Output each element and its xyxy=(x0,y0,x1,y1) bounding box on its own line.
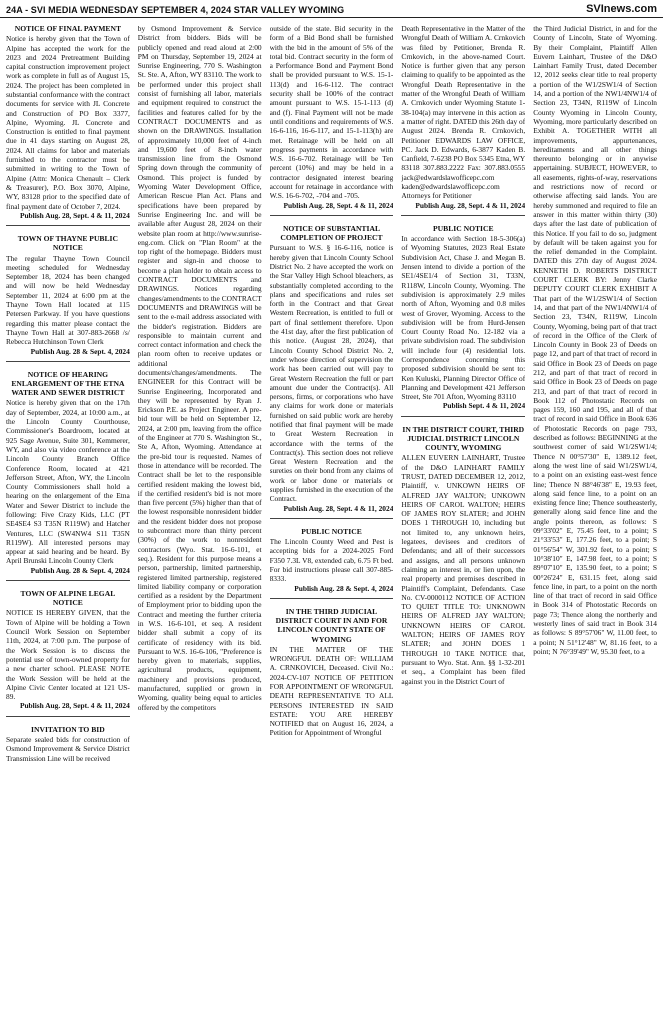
notice-heading: NOTICE OF SUBSTANTIAL COMPLETION OF PROJECT xyxy=(280,223,383,243)
notice-body: Death Representative in the Matter of the Wrongful Death of William A. Crnkovich was filed by Petitioner, Brenda R. Crnkovich, in the above-named Court. Notice is further given that any person claiming to qualify to be appointed as the Wrongful Death Representative in the matter of the Wrongful Death of William A. Crnkovich under Wyoming Statute 1-38-104(a) may intervene in this action as a matter of right. DATED this 26th day of August 2024. Brenda R. Crnkovich, Petitioner EDWARDS LAW OFFICE, PC. Jack D. Edwards, 6-3877 Kaden B. Canfield, 7-6238 PO Box 5345 Etna, WY 83118 307.883.2222 Fax: 307.883.0555 jack@edwardslawofficepc.com kaden@edwardslawofficepc.com Attorneys for Petitioner xyxy=(401,24,526,201)
notice-heading: INVITATION TO BID xyxy=(31,724,105,734)
notice-body: ALLEN EUVERN LAINHART, Trustee of the D&O LAINHART FAMILY TRUST, DATED DECEMBER 12, 2012, Plaintiff, v. UNKOWN HEIRS OF ALFRED JAY WALTON; UNKOWN HEIRS OF CAROL WALTON; HEIRS OF JAMES ROY SLATER; and JOHN DOES 1 THROUGH 10, including but not limited to, any unknown heirs, legatees, devisees and creditors of Defendants; and all of their successors and assigns, and all persons unknown claiming an interest in, or lien upon, the real property and premises described in Plaintiff's Complaint, Defendants. Case No. CV-0000112 NOTICE OF ACTION TO QUIET TITLE TO: UNKNOWN HEIRS OF ALFRED JAY WALTON; UNKNOWN HEIRS OF CAROL WALTON; HEIRS OF JAMES ROY SLATER; and JOHN DOES 1 THROUGH 10 TAKE NOTICE that, pursuant to Wyo. Stat. Ann. §§ 1-32-201 et seq., a Complaint has been filed against you in the District Court of xyxy=(401,453,526,686)
column-4 xyxy=(401,24,525,1022)
notice-heading: PUBLIC NOTICE xyxy=(433,223,494,233)
column-1 xyxy=(6,24,130,1022)
notice-heading: IN THE DISTRICT COURT, THIRD JUDICIAL DISTRICT LINCOLN COUNTY, WYOMING xyxy=(402,424,525,453)
notice-divider xyxy=(270,215,394,216)
notice-body: IN THE MATTER OF THE WRONGFUL DEATH OF: WILLIAM A. CRNKOVICH, Deceased. Civil No.: 2024-CV-107 NOTICE OF PETITION FOR APPOINTMENT OF WRONGFUL DEATH REPRESENTATIVE TO ALL PERSONS INTERESTED IN SAID ESTATE: YOU ARE HEREBY NOTIFIED that on August 16, 2024, a Petition for Appointment of Wrongful xyxy=(269,644,394,738)
notice-divider xyxy=(270,598,394,599)
legal-notices-columns xyxy=(6,24,657,1022)
notice-heading: PUBLIC NOTICE xyxy=(301,526,362,536)
notice-body: The regular Thayne Town Council meeting scheduled for Wednesday September 18, 2024 has been changed and will now be held Wednesday September 11, 2024 at 6:00 pm at the Thayne Town Hall located at 115 Petersen Parkway. If you have questions regarding this matter please contact the Thayne Town Hall at 307-883-2668 /s/ Rebecca Hutchinson Town Clerk xyxy=(6,253,130,347)
notice-body: the Third Judicial District, in and for the County of Lincoln, State of Wyoming. By their Complaint, Plaintiff Allen Euvern Lainhart, Trustee of the D&O Lainhart Family Trust, dated December 12, 2012 seeks clear title to real property a portion of the W1/2SW1/4 of Section 14, and a portion of the NW1/4NW1/4 of Section 23, T34N, R119W of Lincoln County Wyoming in Lincoln County, Wyoming, more particularly described on Exhibit A. TOGETHER WITH all improvements, appurtenances, hereditaments and all other things thereunto belonging or in anywise appertaining. SUBJECT, HOWEVER, to all easements, rights-of-way, reservations and restrictions now of record or otherwise affecting said lands. You are hereby summoned and required to file an answer in this matter within thirty (30) days after the last date of publication of this Notice. If you fail to do so, judgment by default will be taken against you for the relief demanded in the Complaint. DATED this 27th day of August 2024. KENNETH D. ROBERTS DISTRICT COURT CLERK BY: Jenny Clarke DEPUTY COURT CLERK EXHIBIT A That part of the W1/2SW1/4 of Section 14, and that part of the NW1/4NW1/4 of Section 23, T34N, R119W, Lincoln County, Wyoming, being part of that tract of record in the Office of the Clerk of Lincoln County in Book 23 of Deeds on page 12, and part of that tract of record in said Office in Book 23 of Deeds on page 212, and part of that tract of record in said Office in Book 23 of Deeds on page 213, and part of that tract of record in Book 112 of Photostatic Records on pages 159, 160 and 195, and all of that tract of record in said Office in Book 636 of Photostatic Records on page 793, described as follows: BEGINNING at the southwest corner of said W1/2SW1/4; Thence N 00°57'30" E, 1389.12 feet, along the west line of said W1/2SW1/4, to a point on an existing east-west fence line; Thence N 88°46'38" E, 19.93 feet, along said fence line, to a point on an existing fence line; Thence southeasterly, generally along said fence line and the angle points thereon, as follows: S 09°33'02" E, 75.45 feet, to a point; S 21°33'53" E, 177.26 feet, to a point; S 01°56'54" W, 301.92 feet, to a point; S 10°38'10" E, 147.98 feet, to a point; S 89°07'10" E, 135.90 feet, to a point; S 00°26'24" E, 631.15 feet, along said fence line, in part, to a point on the north line of that tract of record in said Office in Book 314 of Photostatic Records on page 73; Thence along the northerly and westerly lines of said tract in Book 314 as follows: S 89°57'06" W, 11.00 feet, to a point; N 51°12'48" W, 81.16 feet, to a point; N 76°39'49" W, 95.30 feet, to a xyxy=(533,24,657,656)
notice-divider xyxy=(6,361,130,362)
site-name: SVInews.com xyxy=(586,3,657,15)
notice-body: Notice is hereby given that the Town of Alpine has accepted the work for the 2023 and 2024 Pretreatment Building capital construction improvement project work as complete in full as of August 15, 2024. The project has been completed in substantial conformance with the contract documents for service with JL Concrete and Construction of PO Box 3377, Alpine, Wyoming. JL Concrete and Construction is entitled to final payment due in 41 days starting on August 28, 2024. All claims for labor and materials furnished to the contractor must be submitted in writing to the Town of Alpine (Attn: Monica Chenault – Clerk & Treasurer), P.O. Box 3070, Alpine, WY, 83128 prior to the specified date of final payment date of October 7, 2024. xyxy=(6,34,130,211)
column-5 xyxy=(533,24,657,1022)
publish-dates: Publish Sept. 4 & 11, 2024 xyxy=(442,401,526,411)
publish-dates: Publish Aug. 28 & Sept. 4, 2024 xyxy=(294,583,394,593)
notice-divider xyxy=(6,225,130,226)
notice-heading: TOWN OF THAYNE PUBLIC NOTICE xyxy=(17,234,118,253)
notice-divider xyxy=(401,215,525,216)
notice-body: NOTICE IS HEREBY GIVEN, that the Town of Alpine will be holding a Town Council Work Session on September 11th, 2024, at 7:00 p.m. The purpose of the Work Session is to discuss the potential use of town-owned property for a new charter school. PLEASE NOTE the Work Session will be held at the Alpine Civic Center located at 121 US-89. xyxy=(6,608,130,702)
notice-divider xyxy=(6,716,130,717)
publish-dates: Publish Aug. 28 & Sept. 4, 2024 xyxy=(30,346,130,356)
notice-body: In accordance with Section 18-5-306(a) of Wyoming Statutes, 2023 Real Estate Subdivision Act, Chase J. and Megan B. Jensen intend to divide a portion of the SE1/4SE1/4 of Section 31, T33N, R118W, Lincoln County, Wyoming. The subdivision is approximately 2.9 miles north of Afton, Wyoming and 0.8 miles west of Grover, Wyoming. Access to the subdivision will be from Hurd-Jensen Court County Road No. 12-182 via a private subdivision road. The subdivision will include four (4) residential lots. Correspondence concerning this proposed subdivision should be sent to: Ken Kuluski, Planning Director Office of Planning and Development 421 Jefferson Street, Ste 701 Afton, Wyoming 83110 xyxy=(401,234,526,402)
notice-body: Separate sealed bids for construction of Osmond Improvement & Service District Transmission Line will be received xyxy=(6,734,130,763)
publish-dates: Publish Aug. 28, Sept. 4 & 11, 2024 xyxy=(415,200,526,210)
notice-divider xyxy=(270,518,394,519)
notice-heading: NOTICE OF FINAL PAYMENT xyxy=(14,24,122,33)
publish-dates: Publish Aug. 28, Sept. 4 & 11, 2024 xyxy=(19,210,130,220)
column-2 xyxy=(138,24,262,1022)
notice-body: outside of the state. Bid security in the form of a Bid Bond shall be furnished with the bid in the amount of 5% of the total bid. Contract security in the form of a Performance Bond and Payment Bond shall be provided pursuant to W.S. 15-1-113(d) and 16-6-112. The contract security shall be 100% of the contract amount pursuant to W.S. 15-1-113 (d) and (f). Final Payment will not be made until conditions and requirements of W.S. 16-6-116, 16-6-117, and 15-1-113(h) are met. Retainage will be held on all progress payments in accordance with W.S. 16-6-702. Retainage will be Ten percent (10%) and may be held in a contractor designated interest bearing account for retainage in accordance with W.S. 16-6-702, -704 and -705. xyxy=(269,24,394,201)
notice-heading: NOTICE OF HEARING ENLARGEMENT OF THE ETNA WATER AND SEWER DISTRICT xyxy=(11,369,125,398)
notice-heading: TOWN OF ALPINE LEGAL NOTICE xyxy=(20,589,116,608)
notice-body: Notice is hereby given that on the 17th day of September, 2024, at 10:00 a.m., at the Lincoln County Courthouse, Commissioner's Boardroom, located at 925 Sage Avenue, Suite 301, Kemmerer, WY, and also via video conference at the Lincoln County Branch Office Conference Room, located at 421 Jefferson Street, Afton, WY, the Lincoln County Commissioners shall hold a hearing on the enlargement of the Etna Water and Sewer District to include the following: Five Crazy Kids, LLC (PT SE4SE4 S3 T35N R119W) and Hatcher Ventures, LLC (SW4NW4 S11 T35N R119W). All interested persons may appear at said hearing and be heard. By April Brunski Lincoln County Clerk xyxy=(6,398,130,566)
publish-dates: Publish Aug. 28, Sept. 4 & 11, 2024 xyxy=(283,200,394,210)
publish-dates: Publish Aug. 28, Sept. 4 & 11, 2024 xyxy=(283,503,394,513)
notice-heading: IN THE THIRD JUDICIAL DISTRICT COURT IN AND FOR LINCOLN COUNTY STATE OF WYOMING xyxy=(275,606,388,644)
notice-body: by Osmond Improvement & Service District from bidders. Bids will be publicly opened and read aloud at 2:00 PM on Thursday, September 19, 2024 at Sunrise Engineering, 770 S. Washington St. Ste. A, Afton, WY 83110. The work to be performed under this project shall consist of furnishing all labor, materials and equipment required to construct the facilities and features called for by the CONTRACT DOCUMENTS and as shown on the DRAWINGS. Installation of approximately 10,000 feet of 4-inch and 19,600 feet of 8-inch water transmission line from the Osmond Spring down through the community of Osmond. This project is funded by Wyoming Water Development Office, American Rescue Plan Act. Plans and specifications have been prepared by Sunrise Engineering Inc. and will be available after August 28, 2024 on their website plan room at http://www.sunrise-eng.com. Click on "Plan Room" at the top right of the homepage. Bidders must register and sign-in and choose to become a plan holder to obtain access to CONTRACT DOCUMENTS and DRAWINGS. Notices regarding changes/amendments to the CONTRACT DOCUMENTS and DRAWINGS will be sent to the e-mail address associated with the bidder's registration. Bidders are responsible to maintain current and correct contact information and check the plan room often to receive updates or additional documents/changes/amendments. The ENGINEER for this Contract will be Sunrise Engineering, Incorporated and they will be represented by Ryan J. Erickson P.E. as Project Engineer. A pre-bid tour will be held on September 12, 2024, at 2:00 pm, leaving from the office of the Engineer at 770 S. Washington St., Ste A, Afton, Wyoming. Attendance at the pre-bid tour is requested. Names of those in attendance will be recorded. The Contract shall be let to the responsible certified resident making the lowest bid, if the certified resident's bid is not more than five percent (5%) higher than that of the lowest responsible nonresident bidder and the resident bidder does not propose to subcontract more than thirty percent (30%) of the work to nonresident contractors (Wyo. Stat. 16-6-101, et seq.). Resident for this purpose means a person, partnership, limited partnership, registered limited partnership, registered limited liability company or corporation certified as a resident by the Department of Employment prior to bidding upon the Contract and meeting the further criteria in W.S. 16-6-101, et seq. A resident bidder shall submit a copy of its certificate of residency with its bid. Pursuant to W.S. 16-6-106, "Preference is hereby given to materials, supplies, agricultural products, equipment, machinery and provisions produced, manufactured, supplied or grown in Wyoming, quality being equal to articles offered by the competitors xyxy=(137,24,262,712)
notice-divider xyxy=(401,416,525,417)
column-3 xyxy=(270,24,394,1022)
notice-body: The Lincoln County Weed and Pest is accepting bids for a 2024-2025 Ford F350 7.3L V8, extended cab, 6.75 Ft bed. For bid instructions please call 307-885-8333. xyxy=(269,537,394,584)
notice-divider xyxy=(6,580,130,581)
publish-dates: Publish Aug. 28 & Sept. 4, 2024 xyxy=(30,565,130,575)
notice-body: Pursuant to W.S. § 16-6-116, notice is hereby given that Lincoln County School District No. 2 have accepted the work on the Star Valley High School bleachers, as substantially completed according to the plans and specifications and rules set forth in the Contract and that Great Western Recreation, is entitled to full or part of final settlement therefore. Upon the 41st day, after the first publication of this notice. (August 28, 2024), that Lincoln County School District No. 2, under whose direction of supervision the work has been carried out will pay to Great Western Recreation the full or part amount due under the Contract(s). All persons, firms, or corporations who have any claims for work done or materials furnished on said public work are hereby notified that final payment will be made to Great Western Recreation in accordance with the terms of the Contract(s). This section does not relieve Great Western Recreation and the sureties on their bond from any claims of work or labor done or materials or supplies furnished in the execution of the Contract. xyxy=(269,243,394,504)
page-header xyxy=(0,0,663,18)
publish-dates: Publish Aug. 28, Sept. 4 & 11, 2024 xyxy=(19,701,130,711)
page-folio: 24A - SVI MEDIA WEDNESDAY SEPTEMBER 4, 2024 STAR VALLEY WYOMING xyxy=(6,5,345,15)
